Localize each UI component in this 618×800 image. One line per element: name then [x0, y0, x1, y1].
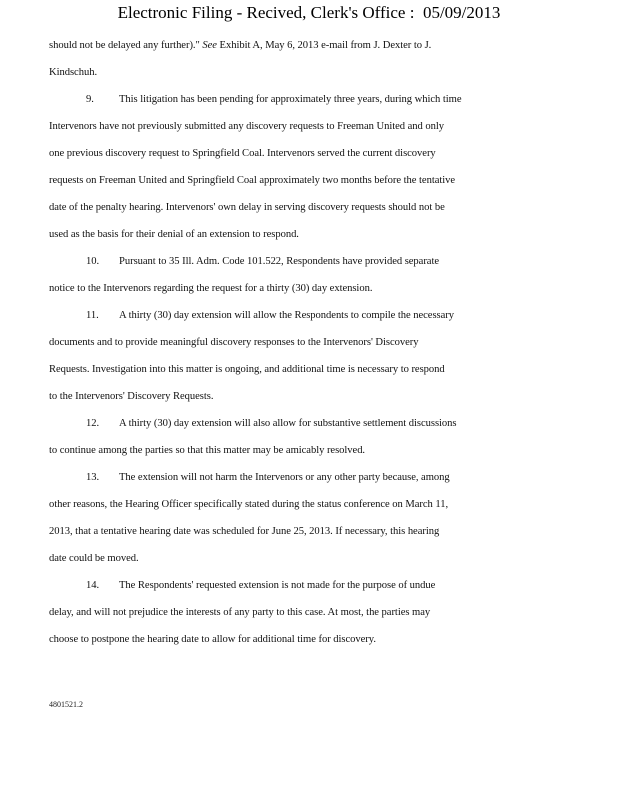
para-9-line-6: used as the basis for their denial of an extension to respond. [49, 229, 299, 240]
paragraph-number: 13. [86, 472, 100, 483]
paragraph-number: 14. [86, 580, 100, 591]
para-14-line-2: delay, and will not prejudice the interests of any party to this case. At most, the parties may [49, 607, 431, 618]
para-13-line-4: date could be moved. [49, 553, 139, 564]
see-signal: See [202, 40, 217, 51]
para-11-line-1 [49, 310, 454, 321]
paragraph-text: The extension will not harm the Intervenors or any other party because, among [119, 472, 450, 483]
para-11-line-3: Requests. Investigation into this matter is ongoing, and additional time is necessary to respond [49, 364, 445, 375]
paragraph-number: 10. [86, 256, 100, 267]
continuation-line-2: Kindschuh. [49, 67, 98, 78]
paragraph-text: A thirty (30) day extension will also allow for substantive settlement discussions [119, 418, 457, 429]
continuation-text-2: Exhibit A, May 6, 2013 e-mail from J. Dexter to J. [216, 40, 432, 51]
para-10-line-2: notice to the Intervenors regarding the request for a thirty (30) day extension. [49, 283, 373, 294]
continuation-line-1 [49, 40, 431, 51]
para-9-line-5: date of the penalty hearing. Intervenors' own delay in serving discovery requests should not be [49, 202, 445, 213]
para-11-line-2: documents and to provide meaningful discovery responses to the Intervenors' Discovery [49, 337, 419, 348]
paragraph-number: 11. [86, 310, 99, 321]
para-14-line-3: choose to postpone the hearing date to allow for additional time for discovery. [49, 634, 376, 645]
paragraph-text: Pursuant to 35 Ill. Adm. Code 101.522, Respondents have provided separate [119, 256, 439, 267]
continuation-text: should not be delayed any further)." [49, 40, 203, 51]
paragraph-number: 12. [86, 418, 100, 429]
para-12-line-1 [49, 418, 457, 429]
para-13-line-1 [49, 472, 450, 483]
para-12-line-2: to continue among the parties so that this matter may be amicably resolved. [49, 445, 366, 456]
paragraph-text: A thirty (30) day extension will allow the Respondents to compile the necessary [119, 310, 454, 321]
filing-stamp: Electronic Filing - Recived, Clerk's Office : 05/09/2013 [117, 3, 501, 22]
para-9-line-4: requests on Freeman United and Springfield Coal approximately two months before the tentative [49, 175, 456, 186]
paragraph-number: 9. [86, 94, 94, 105]
paragraph-text: This litigation has been pending for approximately three years, during which time [119, 94, 462, 105]
para-13-line-2: other reasons, the Hearing Officer specifically stated during the status conference on March 11, [49, 499, 449, 510]
para-9-line-3: one previous discovery request to Springfield Coal. Intervenors served the current discovery [49, 148, 436, 159]
para-10-line-1 [49, 256, 439, 267]
para-9-line-1 [49, 94, 462, 105]
paragraph-text: The Respondents' requested extension is not made for the purpose of undue [119, 580, 436, 591]
document-id: 4801521.2 [49, 700, 83, 709]
para-13-line-3: 2013, that a tentative hearing date was scheduled for June 25, 2013. If necessary, this hearing [49, 526, 440, 537]
para-11-line-4: to the Intervenors' Discovery Requests. [49, 391, 214, 402]
para-9-line-2: Intervenors have not previously submitted any discovery requests to Freeman United and only [49, 121, 444, 132]
para-14-line-1 [49, 580, 435, 591]
